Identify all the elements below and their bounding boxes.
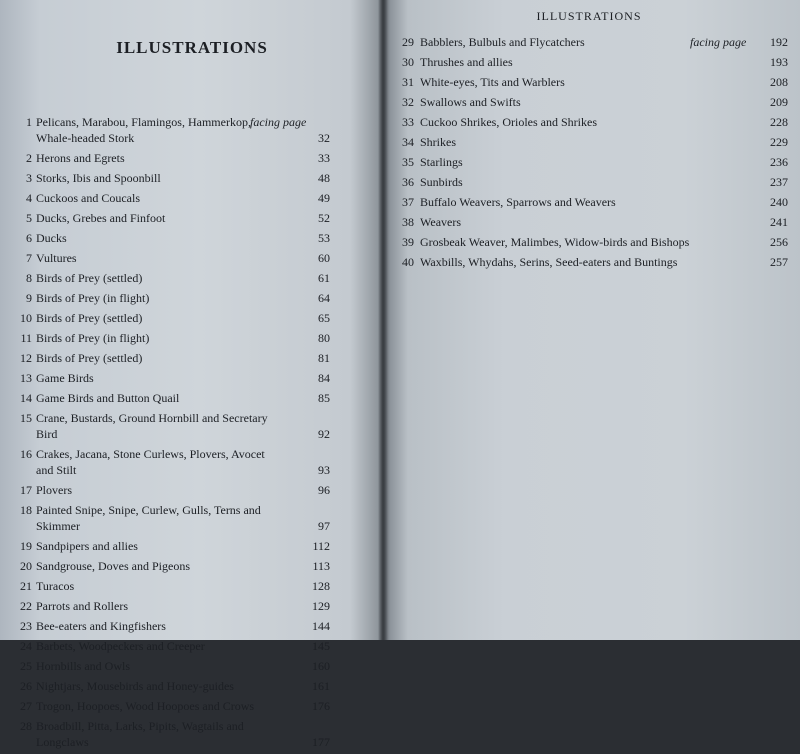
plate-title: Painted Snipe, Snipe, Curlew, Gulls, Terns and Skimmer (36, 503, 261, 533)
plate-title: Cuckoo Shrikes, Orioles and Shrikes (420, 115, 597, 129)
illustrations-list-right (384, 34, 800, 274)
plate-number: 15 (20, 411, 32, 425)
plate-title: Herons and Egrets (36, 151, 125, 165)
illustration-entry (0, 150, 384, 166)
page-number: 113 (312, 559, 330, 573)
page-number: 209 (770, 95, 788, 109)
illustration-entry (0, 638, 384, 654)
plate-title: Swallows and Swifts (420, 95, 521, 109)
illustration-entry (0, 718, 384, 750)
plate-title: White-eyes, Tits and Warblers (420, 75, 565, 89)
page-number: 52 (318, 211, 330, 225)
plate-number: 4 (26, 191, 32, 205)
plate-number: 36 (402, 175, 414, 189)
plate-title: Hornbills and Owls (36, 659, 130, 673)
illustration-entry (384, 154, 800, 170)
illustration-entry (384, 254, 800, 270)
page-number: 81 (318, 351, 330, 365)
illustration-entry (0, 678, 384, 694)
page-number: 256 (770, 235, 788, 249)
running-head: ILLUSTRATIONS (536, 9, 642, 23)
page-number: 193 (770, 55, 788, 69)
plate-title: Barbets, Woodpeckers and Creeper (36, 639, 205, 653)
illustration-entry (0, 330, 384, 346)
plate-title: Crakes, Jacana, Stone Curlews, Plovers, Avocet and Stilt (36, 447, 265, 477)
page-number: 49 (318, 191, 330, 205)
illustration-entry (384, 214, 800, 230)
plate-title: Sandpipers and allies (36, 539, 138, 553)
page-number: 177 (312, 735, 330, 749)
page-number: 112 (312, 539, 330, 553)
plate-number: 37 (402, 195, 414, 209)
plate-title: Thrushes and allies (420, 55, 513, 69)
illustration-entry (384, 94, 800, 110)
plate-title: Parrots and Rollers (36, 599, 128, 613)
illustration-entry (0, 446, 384, 478)
page-number: 48 (318, 171, 330, 185)
plate-title: Birds of Prey (in flight) (36, 331, 150, 345)
book-gutter (378, 0, 388, 640)
plate-title: Birds of Prey (settled) (36, 271, 143, 285)
page-number: 93 (318, 463, 330, 477)
plate-number: 6 (26, 231, 32, 245)
plate-number: 13 (20, 371, 32, 385)
plate-title: Cuckoos and Coucals (36, 191, 140, 205)
illustration-entry (0, 270, 384, 286)
facing-page-label: facing page (250, 115, 307, 129)
illustration-entry (384, 174, 800, 190)
plate-number: 32 (402, 95, 414, 109)
plate-number: 21 (20, 579, 32, 593)
plate-number: 27 (20, 699, 32, 713)
illustration-entry (0, 114, 384, 146)
plate-title: Waxbills, Whydahs, Serins, Seed-eaters and Buntings (420, 255, 678, 269)
page-number: 65 (318, 311, 330, 325)
page-number: 241 (770, 215, 788, 229)
plate-number: 23 (20, 619, 32, 633)
plate-title: Babblers, Bulbuls and Flycatchers (420, 35, 585, 49)
plate-title: Game Birds (36, 371, 94, 385)
page-number: 129 (312, 599, 330, 613)
page-number: 208 (770, 75, 788, 89)
plate-number: 7 (26, 251, 32, 265)
page-number: 160 (312, 659, 330, 673)
illustration-entry (0, 350, 384, 366)
page-number: 32 (318, 131, 330, 145)
page-number: 228 (770, 115, 788, 129)
plate-title: Trogon, Hoopoes, Wood Hoopoes and Crows (36, 699, 255, 713)
illustration-entry (384, 54, 800, 70)
plate-number: 28 (20, 719, 32, 733)
illustration-entry (0, 370, 384, 386)
illustration-entry (0, 658, 384, 674)
plate-number: 2 (26, 151, 32, 165)
illustration-entry (0, 502, 384, 534)
plate-number: 31 (402, 75, 414, 89)
plate-number: 14 (20, 391, 32, 405)
plate-title: Game Birds and Button Quail (36, 391, 180, 405)
illustration-entry (0, 190, 384, 206)
plate-number: 20 (20, 559, 32, 573)
illustration-entry (0, 390, 384, 406)
illustration-entry (0, 310, 384, 326)
plate-number: 16 (20, 447, 32, 461)
plate-number: 17 (20, 483, 32, 497)
plate-title: Broadbill, Pitta, Larks, Pipits, Wagtails and Longclaws (36, 719, 244, 749)
plate-title: Bee-eaters and Kingfishers (36, 619, 166, 633)
illustration-entry (0, 410, 384, 442)
plate-title: Shrikes (420, 135, 456, 149)
plate-title: Sunbirds (420, 175, 463, 189)
page-number: 85 (318, 391, 330, 405)
plate-number: 10 (20, 311, 32, 325)
page-number: 229 (770, 135, 788, 149)
illustration-entry (0, 578, 384, 594)
plate-number: 5 (26, 211, 32, 225)
plate-number: 1 (26, 115, 32, 129)
plate-title: Turacos (36, 579, 75, 593)
illustration-entry (384, 234, 800, 250)
plate-title: Plovers (36, 483, 72, 497)
page-number: 161 (312, 679, 330, 693)
plate-title: Nightjars, Mousebirds and Honey-guides (36, 679, 234, 693)
page-number: 145 (312, 639, 330, 653)
left-page (0, 0, 384, 749)
illustration-entry (0, 170, 384, 186)
page-number: 128 (312, 579, 330, 593)
plate-title: Vultures (36, 251, 77, 265)
illustration-entry (384, 134, 800, 150)
plate-number: 25 (20, 659, 32, 673)
illustration-entry (0, 210, 384, 226)
page-number: 84 (318, 371, 330, 385)
plate-number: 39 (402, 235, 414, 249)
plate-title: Ducks, Grebes and Finfoot (36, 211, 166, 225)
plate-number: 18 (20, 503, 32, 517)
plate-number: 9 (26, 291, 32, 305)
page-number: 144 (312, 619, 330, 633)
illustrations-list-left (0, 114, 384, 754)
plate-number: 22 (20, 599, 32, 613)
page-number: 60 (318, 251, 330, 265)
plate-number: 38 (402, 215, 414, 229)
illustration-entry (0, 250, 384, 266)
illustration-entry (384, 114, 800, 130)
plate-number: 19 (20, 539, 32, 553)
page-number: 92 (318, 427, 330, 441)
illustration-entry (384, 194, 800, 210)
plate-title: Storks, Ibis and Spoonbill (36, 171, 161, 185)
page-number: 236 (770, 155, 788, 169)
plate-title: Birds of Prey (settled) (36, 311, 143, 325)
plate-title: Starlings (420, 155, 463, 169)
plate-number: 3 (26, 171, 32, 185)
facing-page-label: facing page (690, 35, 747, 49)
page-number: 64 (318, 291, 330, 305)
plate-number: 24 (20, 639, 32, 653)
illustration-entry (384, 34, 800, 50)
plate-title: Sandgrouse, Doves and Pigeons (36, 559, 190, 573)
illustration-entry (384, 74, 800, 90)
page-number: 97 (318, 519, 330, 533)
right-page (384, 0, 800, 640)
plate-number: 40 (402, 255, 414, 269)
page-number: 176 (312, 699, 330, 713)
plate-title: Buffalo Weavers, Sparrows and Weavers (420, 195, 616, 209)
page-number: 80 (318, 331, 330, 345)
page-number: 96 (318, 483, 330, 497)
page-number: 192 (770, 35, 788, 49)
plate-number: 12 (20, 351, 32, 365)
illustration-entry (0, 230, 384, 246)
illustration-entry (0, 618, 384, 634)
plate-number: 29 (402, 35, 414, 49)
page-number: 61 (318, 271, 330, 285)
plate-number: 26 (20, 679, 32, 693)
illustration-entry (0, 698, 384, 714)
plate-title: Weavers (420, 215, 462, 229)
plate-title: Pelicans, Marabou, Flamingos, Hammerkop, Whale-headed Stork (36, 115, 251, 145)
illustration-entry (0, 598, 384, 614)
page-number: 237 (770, 175, 788, 189)
plate-title: Birds of Prey (settled) (36, 351, 143, 365)
plate-title: Crane, Bustards, Ground Hornbill and Secretary Bird (36, 411, 268, 441)
illustration-entry (0, 290, 384, 306)
plate-title: Birds of Prey (in flight) (36, 291, 150, 305)
page-number: 33 (318, 151, 330, 165)
page-title: ILLUSTRATIONS (116, 38, 268, 57)
plate-title: Ducks (36, 231, 67, 245)
page-number: 240 (770, 195, 788, 209)
plate-number: 34 (402, 135, 414, 149)
plate-title: Grosbeak Weaver, Malimbes, Widow-birds and Bishops (420, 235, 690, 249)
plate-number: 8 (26, 271, 32, 285)
plate-number: 33 (402, 115, 414, 129)
page-number: 53 (318, 231, 330, 245)
plate-number: 30 (402, 55, 414, 69)
plate-number: 11 (20, 331, 32, 345)
illustration-entry (0, 558, 384, 574)
page-number: 257 (770, 255, 788, 269)
illustration-entry (0, 482, 384, 498)
illustration-entry (0, 538, 384, 554)
plate-number: 35 (402, 155, 414, 169)
